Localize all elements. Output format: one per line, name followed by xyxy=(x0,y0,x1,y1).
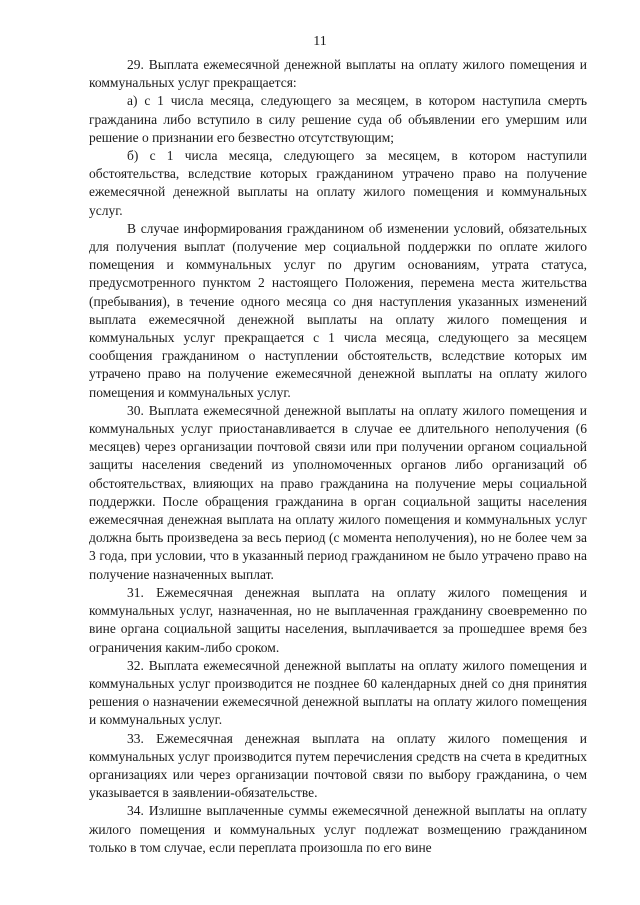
paragraph-29-a: а) с 1 числа месяца, следующего за месяцем, в котором наступила смерть гражданина либо вступило в силу решение суда об объявлении его умершим или решение о признании его безвестно отсутствующим; xyxy=(89,93,587,145)
document-body xyxy=(89,56,587,857)
paragraph-29: 29. Выплата ежемесячной денежной выплаты на оплату жилого помещения и коммунальных услуг прекращается: xyxy=(89,57,587,91)
page-number: 11 xyxy=(313,34,327,49)
paragraph-33: 33. Ежемесячная денежная выплата на оплату жилого помещения и коммунальных услуг производится путем перечисления средств на счета в кредитных организациях или через организации почтовой связи по выбору гражданина, о чем указывается в заявлении-обязательстве. xyxy=(89,730,587,801)
paragraph-30: 30. Выплата ежемесячной денежной выплаты на оплату жилого помещения и коммунальных услуг приостанавливается в случае ее длительного неполучения (6 месяцев) через организации почтовой связи или при получении органом социальной защиты населения сведений из уполномоченных органов либо организаций об обстоятельствах, влияющих на право гражданина на получение меры социальной поддержки. После обращения гражданина в орган социальной защиты населения ежемесячная денежная выплата на оплату жилого помещения и коммунальных услуг должна быть произведена за весь период (с момента неполучения), но не более чем за 3 года, при условии, что в указанный период гражданином не было утрачено право на получение назначенных выплат. xyxy=(89,402,587,582)
paragraph-32: 32. Выплата ежемесячной денежной выплаты на оплату жилого помещения и коммунальных услуг производится не позднее 60 календарных дней со дня принятия решения о назначении ежемесячной денежной выплаты на оплату жилого помещения и коммунальных услуг. xyxy=(89,657,587,728)
paragraph-34: 34. Излишне выплаченные суммы ежемесячной денежной выплаты на оплату жилого помещения и коммунальных услуг подлежат возмещению гражданином только в том случае, если переплата произошла по его вине xyxy=(89,803,587,855)
paragraph-29-notice: В случае информирования гражданином об изменении условий, обязательных для получения выплат (получение мер социальной поддержки по оплате жилого помещения и коммунальных услуг по другим основаниям, утрата статуса, предусмотренного пунктом 2 настоящего Положения, перемена места жительства (пребывания), в течение одного месяца со дня наступления указанных изменений выплата ежемесячной денежной выплаты на оплату жилого помещения и коммунальных услуг прекращается с 1 числа месяца, следующего за месяцем сообщения гражданином о наступлении обстоятельств, вследствие которых им утрачено право на получение ежемесячной денежной выплаты на оплату жилого помещения и коммунальных услуг. xyxy=(89,220,587,400)
paragraph-31: 31. Ежемесячная денежная выплата на оплату жилого помещения и коммунальных услуг, назначенная, но не выплаченная гражданину своевременно по вине органа социальной защиты населения, выплачивается за прошедшее время без ограничения каким-либо сроком. xyxy=(89,584,587,655)
paragraph-29-b: б) с 1 числа месяца, следующего за месяцем, в котором наступили обстоятельства, вследствие которых гражданином утрачено право на получение ежемесячной денежной выплаты на оплату жилого помещения и коммунальных услуг. xyxy=(89,148,587,218)
